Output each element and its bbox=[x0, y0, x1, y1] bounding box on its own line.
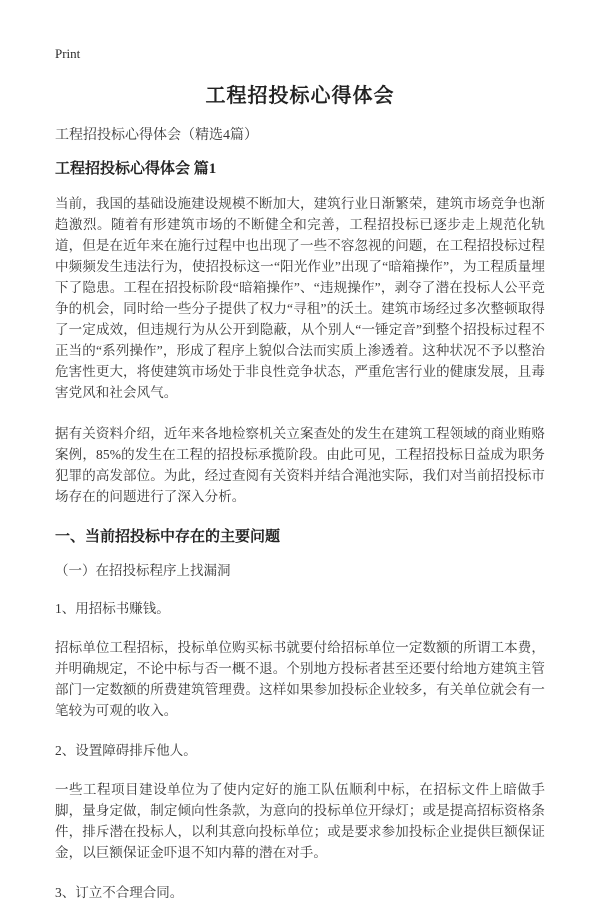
part1-heading: 工程招投标心得体会 篇1 bbox=[55, 161, 217, 177]
article-subtitle: 工程招投标心得体会（精选4篇） bbox=[55, 128, 258, 143]
issues-heading: 一、当前招投标中存在的主要问题 bbox=[55, 529, 281, 545]
issues-subsection-title: （一）在招投标程序上找漏洞 bbox=[55, 563, 231, 578]
point1-title: 1、用招标书赚钱。 bbox=[55, 601, 170, 616]
intro-paragraph: 当前，我国的基础设施建设规模不断加大，建筑行业日渐繁荣，建筑市场竞争也渐趋激烈。随着有形建筑市场的不断健全和完善，工程招投标已逐步走上规范化轨道，但是在近年来在施行过程中也出现了一些不容忽视的问题，在工程招投标过程中频频发生违法行为，使招投标这一“阳光作业”出现了“暗箱操作”，为工程质量埋下了隐患。工程在招投标阶段“暗箱操作”、“违规操作”，剥夺了潜在投标人公平竞争的机会，同时给一些分子提供了权力“寻租”的沃土。建筑市场经过多次整顿取得了一定成效，但违规行为从公开到隐蔽，从个别人“一锤定音”到整个招投标过程不正当的“系列操作”，形成了程序上貌似合法而实质上渗透着。这种状况不予以整治危害性更大，将使建筑市场处于非良性竞争状态，严重危害行业的健康发展，且毒害党风和社会风气。 bbox=[55, 196, 545, 400]
point3-title: 3、订立不合理合同。 bbox=[55, 885, 184, 900]
point2-body: 一些工程项目建设单位为了使内定好的施工队伍顺利中标，在招标文件上暗做手脚，量身定做，制定倾向性条款，为意向的投标单位开绿灯；或是提高招标资格条件，排斥潜在投标人，以利其意向投标单位；或是要求参加投标企业提供巨额保证金，以巨额保证金吓退不知内幕的潜在对手。 bbox=[55, 782, 545, 860]
page-title: 工程招投标心得体会 bbox=[205, 85, 395, 107]
point1-body: 招标单位工程招标，投标单位购买标书就要付给招标单位一定数额的所谓工本费，并明确规定，不论中标与否一概不退。个别地方投标者甚至还要付给地方建筑主管部门一定数额的所费建筑管理费。这样如果参加投标企业较多，有关单位就会有一笔较为可观的收入。 bbox=[55, 640, 545, 718]
print-button[interactable]: Print bbox=[55, 46, 81, 61]
statistics-paragraph: 据有关资料介绍，近年来各地检察机关立案查处的发生在建筑工程领域的商业贿赂案例，85%的发生在工程的招投标承揽阶段。由此可见，工程招投标日益成为职务犯罪的高发部位。为此，经过查阅有关资料并结合渑池实际，我们对当前招投标市场存在的问题进行了深入分析。 bbox=[55, 426, 545, 504]
point2-title: 2、设置障碍排斥他人。 bbox=[55, 743, 197, 758]
